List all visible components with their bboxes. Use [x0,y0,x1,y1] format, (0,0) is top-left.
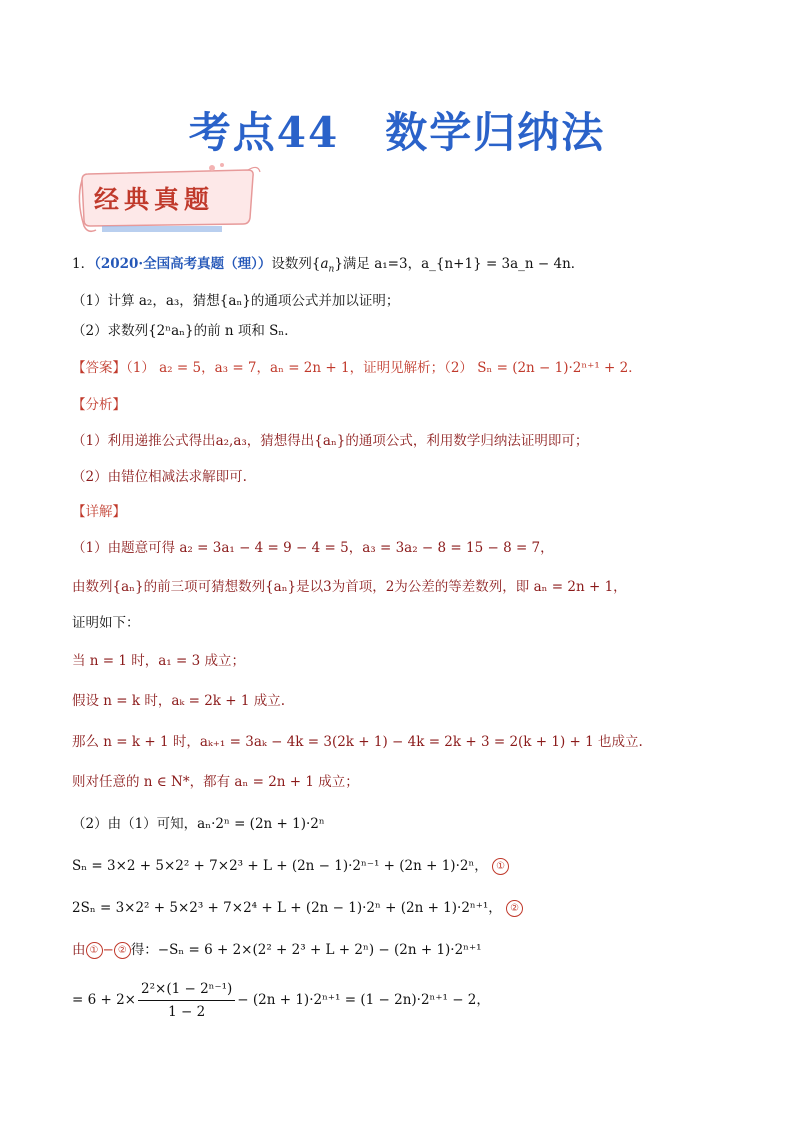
answer-part2: Sₙ = (2n − 1)·2ⁿ⁺¹ + 2． [477,360,642,376]
equation-marker-2: ② [506,900,523,917]
answer-line [72,359,642,377]
question-number: 1． [72,256,95,272]
detail-step-7: 则对任意的 n ∈ N*，都有 aₙ = 2n + 1 成立； [72,774,359,790]
double-sum-expression: 2Sₙ = 3×2² + 5×2³ + 7×2⁴ + L + (2n − 1)·2ⁿ + (2n + 1)·2ⁿ⁺¹， [72,900,502,916]
page-title [0,100,794,160]
answer-part1: （1） a₂ = 5，a₃ = 7，aₙ = 2n + 1， [126,360,364,376]
question-stem-condition: a₁=3，a_{n+1} = 3a_n − 4n． [374,256,585,272]
subtract-dash: − [102,942,114,958]
section-banner-label: 经典真题 [94,185,215,214]
question-part1: （1）计算 a₂，a₃，猜想{aₙ}的通项公式并加以证明； [72,293,400,309]
subtract-result: 得：−Sₙ = 6 + 2×(2² + 2³ + L + 2ⁿ) − (2n + 1)·2ⁿ⁺¹ [130,942,482,958]
analysis-label: 【分析】 [72,397,126,413]
detail-step-8: （2）由（1）可知，aₙ·2ⁿ = (2n + 1)·2ⁿ [72,816,325,832]
subtract-prefix: 由 [72,942,86,958]
answer-proof-note: 证明见解析；（2） [363,360,473,376]
detail-step-9 [72,857,509,875]
detail-step-4: 当 n = 1 时，a₁ = 3 成立； [72,653,245,669]
sum-expression: Sₙ = 3×2 + 5×2² + 7×2³ + L + (2n − 1)·2ⁿ⁻¹ + (2n + 1)·2ⁿ， [72,858,488,874]
equation-ref-1: ① [86,942,103,959]
detail-label: 【详解】 [72,504,126,520]
fraction-denominator: 1 − 2 [168,1004,206,1020]
detail-step-6: 那么 n = k + 1 时，aₖ₊₁ = 3aₖ − 4k = 3(2k + 1) − 4k = 2k + 3 = 2(k + 1) + 1 也成立. [72,734,643,750]
question-part2: （2）求数列{2ⁿaₙ}的前 n 项和 Sₙ． [72,323,298,339]
title-topic-number: 考点44 [188,108,340,157]
geometric-fraction [138,980,235,1021]
answer-label: 【答案】 [72,360,126,376]
analysis-line1: （1）利用递推公式得出a₂,a₃，猜想得出{aₙ}的通项公式，利用数学归纳法证明即可； [72,433,589,449]
analysis-line2: （2）由错位相减法求解即可. [72,469,247,485]
question-stem-prefix: 设数列{ [271,256,321,272]
detail-step-12 [72,980,490,1021]
question-stem-mid: }满足 [334,256,375,272]
final-pre: = 6 + 2× [72,992,136,1008]
detail-step-11 [72,941,482,959]
detail-step-2: 由数列{aₙ}的前三项可猜想数列{aₙ}是以3为首项，2为公差的等差数列，即 aₙ = 2n + 1， [72,579,627,595]
detail-step-1: （1）由题意可得 a₂ = 3a₁ − 4 = 9 − 4 = 5，a₃ = 3a₂ − 8 = 15 − 8 = 7， [72,540,554,556]
detail-step-10 [72,899,523,917]
question-source: （2020·全国高考真题（理）） [94,256,272,272]
equation-ref-2: ② [114,942,131,959]
fraction-numerator: 2²×(1 − 2ⁿ⁻¹) [138,980,235,1001]
equation-marker-1: ① [492,858,509,875]
final-post: − (2n + 1)·2ⁿ⁺¹ = (1 − 2n)·2ⁿ⁺¹ − 2， [237,992,490,1008]
title-topic-name: 数学归纳法 [385,108,606,157]
detail-step-5: 假设 n = k 时，aₖ = 2k + 1 成立. [72,693,286,709]
question-line: 1．（2020·全国高考真题（理））设数列$\{a_n\}$满足 a₁=3，a_{n+1} = 3a_n − 4n． [72,256,585,275]
detail-step-3: 证明如下： [72,615,140,631]
